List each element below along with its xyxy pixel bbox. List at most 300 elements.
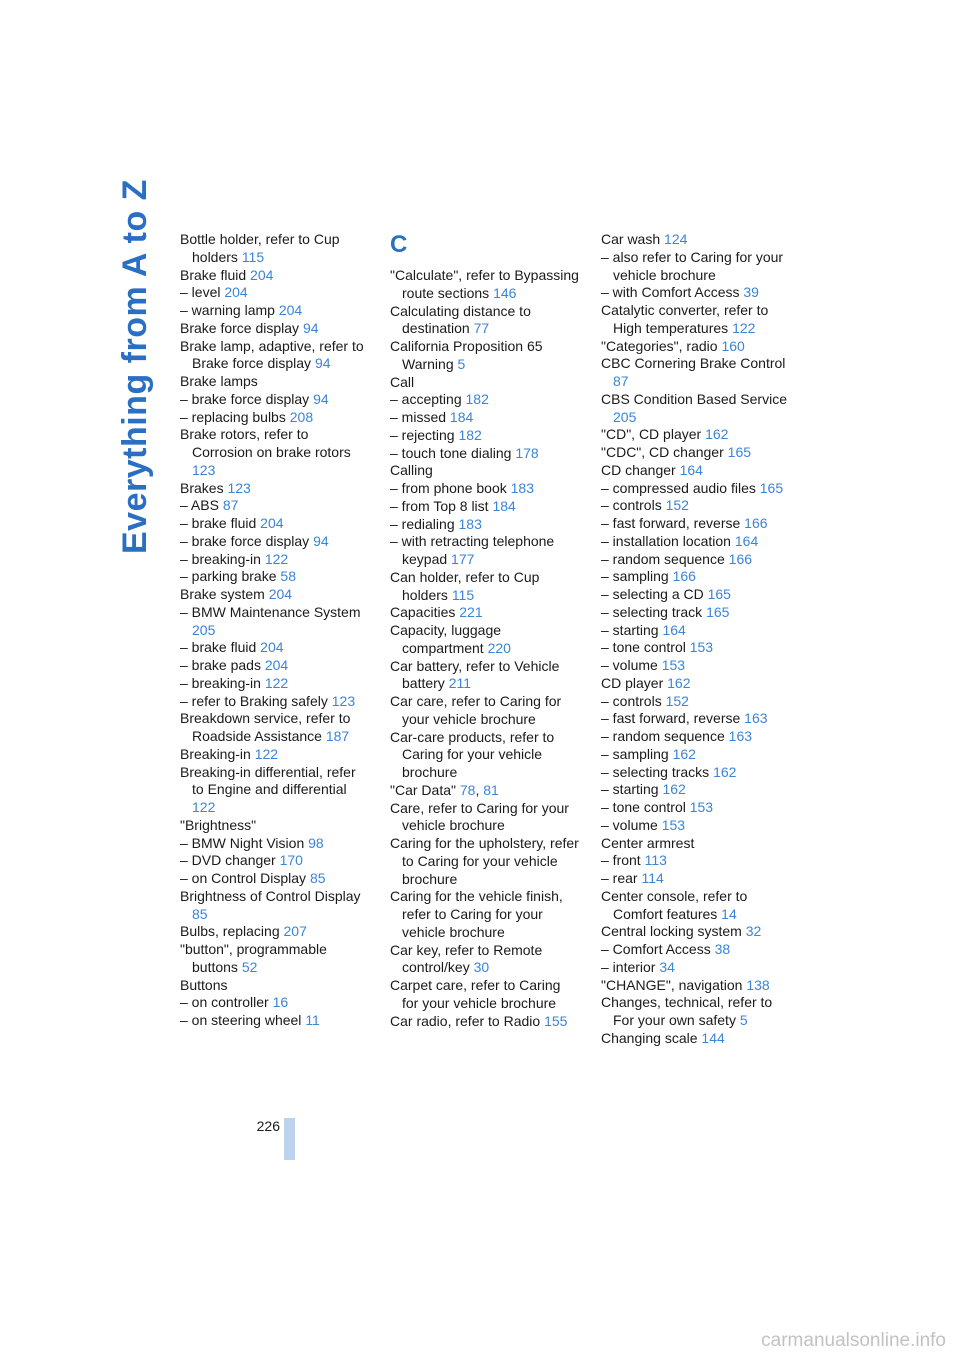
index-entry <box>390 480 580 498</box>
index-entry-text: – brake force display <box>180 390 310 407</box>
index-entry <box>180 1012 370 1030</box>
page-link[interactable]: 115 <box>241 248 265 265</box>
index-entry-text: "CD", CD player <box>601 426 702 443</box>
index-entry <box>180 373 370 391</box>
index-entry <box>390 888 580 941</box>
index-entry-text: – DVD changer <box>180 852 276 869</box>
page-link[interactable]: 123 <box>331 692 356 709</box>
index-entry <box>601 852 791 870</box>
index-entry-text: CD player <box>601 674 664 691</box>
index-entry <box>601 533 791 551</box>
index-entry <box>390 729 580 782</box>
index-entry-text: Brake lamps <box>180 373 258 389</box>
index-entry-text: – volume <box>601 816 658 833</box>
index-entry-text: Buttons <box>180 976 228 993</box>
index-entry <box>601 657 791 675</box>
index-entry-text: "Car Data" <box>390 781 456 798</box>
section-letter-c: C <box>390 231 408 258</box>
page-link[interactable]: 123 <box>227 479 251 496</box>
index-entry-text: – brake pads <box>180 657 261 673</box>
index-entry <box>390 445 580 463</box>
index-entry-text: Calculating distance to destination <box>390 302 531 337</box>
index-entry <box>180 284 370 302</box>
index-entry-text: Central locking system <box>601 923 742 940</box>
page-link[interactable]: 207 <box>283 923 307 940</box>
index-column-1 <box>180 231 370 1030</box>
index-entry-text: – breaking-in <box>180 550 261 567</box>
index-entry <box>180 675 370 693</box>
page-link[interactable]: 16 <box>272 994 289 1011</box>
index-entry <box>390 409 580 427</box>
index-entry-text: – BMW Night Vision <box>180 834 305 851</box>
page-link[interactable]: 204 <box>264 657 289 673</box>
index-entry <box>601 764 791 782</box>
index-entry <box>180 497 370 515</box>
index-entry <box>601 675 791 693</box>
index-entry-text: Brake fluid <box>180 266 247 283</box>
page-link[interactable]: 39 <box>743 284 759 301</box>
index-entry <box>180 391 370 409</box>
index-entry <box>180 923 370 941</box>
index-entry <box>180 835 370 853</box>
index-entry-text: Capacities <box>390 604 456 621</box>
index-entry-text: Brake system <box>180 586 265 602</box>
index-entry <box>180 551 370 569</box>
index-column-2-entries <box>390 267 580 1030</box>
page-link[interactable]: 152 <box>665 497 689 514</box>
index-entry-text: "Brightness" <box>180 816 257 833</box>
index-entry-text: – refer to Braking safely <box>180 692 328 709</box>
index-entry <box>180 639 370 657</box>
page-link[interactable]: 123 <box>192 461 216 478</box>
page-link[interactable]: 115 <box>451 586 475 603</box>
index-entry <box>390 267 580 303</box>
page-link[interactable]: 177 <box>451 551 475 567</box>
index-entry-text: – compressed audio files <box>601 479 756 496</box>
page-link[interactable]: 32 <box>745 923 762 940</box>
page-link[interactable]: 152 <box>665 692 689 709</box>
index-entry-text: – on steering wheel <box>180 1012 302 1028</box>
index-column-3 <box>601 231 791 1048</box>
index-entry-text: Breaking-in differential, refer to Engine and differential <box>180 763 356 798</box>
index-entry <box>390 374 580 392</box>
page-link[interactable]: 38 <box>714 941 731 957</box>
index-entry-text: – BMW Maintenance System <box>180 603 361 620</box>
page-link[interactable]: 178 <box>515 444 539 461</box>
page-link[interactable]: 221 <box>459 604 483 621</box>
page-link[interactable]: 122 <box>254 745 279 762</box>
index-entry-text: – touch tone dialing <box>390 444 512 461</box>
index-entry-text: Bulbs, replacing <box>180 923 280 940</box>
index-entry <box>180 817 370 835</box>
index-entry <box>601 941 791 959</box>
index-entry <box>390 427 580 445</box>
page-link[interactable]: 87 <box>222 497 239 514</box>
index-entry <box>180 533 370 551</box>
index-entry-text: Capacity, luggage compartment <box>390 622 502 656</box>
index-entry-text: – selecting tracks <box>601 763 710 780</box>
index-entry <box>180 338 370 374</box>
page-link[interactable]: 163 <box>744 710 768 727</box>
index-entry-text: – front <box>601 852 641 869</box>
index-entry-text: – Comfort Access <box>601 941 711 957</box>
index-entry-text: – starting <box>601 621 659 638</box>
index-entry-text: Bottle holder, refer to Cup holders <box>180 231 340 265</box>
index-entry <box>601 231 791 249</box>
index-entry <box>601 728 791 746</box>
index-entry <box>180 409 370 427</box>
index-entry-text: – installation location <box>601 532 731 549</box>
page-link[interactable]: 165 <box>706 603 730 620</box>
page-link[interactable]: 85 <box>309 870 326 886</box>
page-link[interactable]: 77 <box>473 320 490 337</box>
index-entry <box>601 959 791 977</box>
index-entry-text: Calling <box>390 462 433 479</box>
index-entry-text: – selecting track <box>601 603 703 620</box>
index-entry-text: – ABS <box>180 497 219 514</box>
page-link[interactable]: 164 <box>734 532 759 549</box>
index-entry <box>390 782 580 800</box>
index-entry-text: Caring for the vehicle finish, refer to Caring for your vehicle brochure <box>390 888 563 940</box>
page-link[interactable]: 184 <box>492 497 516 514</box>
index-entry <box>180 267 370 285</box>
index-entry-text: Brake lamp, adaptive, refer to Brake force display <box>180 337 364 372</box>
index-entry <box>390 835 580 888</box>
index-entry <box>180 604 370 640</box>
page-link[interactable]: 165 <box>727 444 752 460</box>
index-entry <box>601 444 791 462</box>
index-entry <box>601 515 791 533</box>
index-entry-text: – from Top 8 list <box>390 497 489 514</box>
index-entry-text: – controls <box>601 497 662 514</box>
page-link[interactable]: 162 <box>667 674 691 691</box>
page-link[interactable]: 165 <box>707 586 731 602</box>
index-entry-text: – brake fluid <box>180 639 257 656</box>
page-link[interactable]: 5 <box>457 355 466 372</box>
page-link[interactable]: 183 <box>458 515 482 532</box>
index-entry-text: CD changer <box>601 461 676 478</box>
page-link[interactable]: 14 <box>721 905 737 922</box>
index-entry <box>390 693 580 729</box>
index-entry-text: Can holder, refer to Cup holders <box>390 568 540 603</box>
page-link[interactable]: 122 <box>264 674 289 691</box>
page-link[interactable]: 78 <box>459 781 476 798</box>
index-entry <box>180 568 370 586</box>
index-entry <box>390 658 580 694</box>
index-entry <box>180 426 370 479</box>
page-link[interactable]: 164 <box>679 461 703 478</box>
page-link[interactable]: 164 <box>662 621 686 638</box>
index-entry-text: – random sequence <box>601 728 725 744</box>
page-link[interactable]: 11 <box>305 1012 320 1028</box>
index-entry <box>180 302 370 320</box>
page-link[interactable]: 162 <box>713 763 737 780</box>
page-link[interactable]: 81 <box>483 781 499 798</box>
index-entry <box>601 817 791 835</box>
page-marker-bar <box>284 1118 295 1160</box>
page-link[interactable]: 98 <box>308 834 324 851</box>
index-entry-text: – replacing bulbs <box>180 408 286 425</box>
page-link[interactable]: 165 <box>759 479 784 496</box>
index-entry-text: Changing scale <box>601 1029 698 1046</box>
page-link[interactable]: 204 <box>268 586 293 602</box>
index-entry <box>601 391 791 427</box>
page-link[interactable]: 166 <box>744 515 768 531</box>
index-entry-text: Car battery, refer to Vehicle battery <box>390 657 560 692</box>
page-link[interactable]: 204 <box>278 302 303 318</box>
index-entry <box>390 498 580 516</box>
watermark: carmanualsonline.info <box>761 1330 946 1351</box>
index-entry <box>601 799 791 817</box>
page-link[interactable]: 153 <box>661 816 686 833</box>
index-entry <box>180 480 370 498</box>
index-entry-text: Brightness of Control Display <box>180 887 361 904</box>
index-entry <box>390 942 580 978</box>
index-entry-text: – rejecting <box>390 426 455 443</box>
page-link[interactable]: 204 <box>260 639 284 656</box>
index-entry-text: Car key, refer to Remote control/key <box>390 941 543 976</box>
page-link[interactable]: 153 <box>689 799 714 815</box>
page-link[interactable]: 5 <box>739 1012 748 1028</box>
index-entry <box>601 639 791 657</box>
index-entry <box>180 746 370 764</box>
index-entry-text: – starting <box>601 781 659 798</box>
index-entry-text: – breaking-in <box>180 674 261 691</box>
index-entry <box>180 710 370 746</box>
index-entry <box>601 604 791 622</box>
index-entry-text: – controls <box>601 692 662 709</box>
index-entry <box>180 977 370 995</box>
page-link[interactable]: 122 <box>264 550 289 567</box>
index-entry-text: – from phone book <box>390 480 507 496</box>
page-link[interactable]: 94 <box>313 532 329 549</box>
index-entry-text: Center console, refer to Comfort features <box>601 887 748 922</box>
page-link[interactable]: 205 <box>192 621 216 638</box>
index-entry <box>601 284 791 302</box>
index-entry <box>390 604 580 622</box>
page-link[interactable]: 122 <box>732 319 756 336</box>
index-entry-text: CBS Condition Based Service <box>601 390 787 407</box>
page-link[interactable]: 204 <box>260 515 284 531</box>
page-link[interactable]: 153 <box>661 657 686 673</box>
page-link[interactable]: 155 <box>544 1012 568 1029</box>
page-link[interactable]: 211 <box>448 675 472 692</box>
page-link[interactable]: 170 <box>279 852 303 869</box>
index-entry <box>390 533 580 569</box>
index-entry-text: – tone control <box>601 799 686 815</box>
page-link[interactable]: 182 <box>465 391 489 408</box>
page-link[interactable]: 204 <box>250 266 274 283</box>
index-entry-text: "CDC", CD changer <box>601 444 724 460</box>
index-entry-text: Changes, technical, refer to For your own safety <box>601 994 773 1028</box>
index-entry <box>390 800 580 836</box>
index-entry-text: Carpet care, refer to Caring for your vehicle brochure <box>390 977 561 1011</box>
page-link[interactable]: 205 <box>613 408 637 425</box>
index-entry-text: – missed <box>390 409 447 425</box>
index-entry-text: Breaking-in <box>180 745 251 762</box>
index-entry <box>390 1013 580 1031</box>
page-link[interactable]: 94 <box>314 355 331 372</box>
index-entry <box>601 870 791 888</box>
index-entry <box>601 480 791 498</box>
page-link[interactable]: 204 <box>224 284 248 301</box>
index-entry <box>180 693 370 711</box>
page-link[interactable]: 166 <box>672 568 696 585</box>
index-entry <box>390 516 580 534</box>
index-entry <box>180 852 370 870</box>
index-entry-text: Caring for the upholstery, refer to Caring for your vehicle brochure <box>390 835 579 887</box>
index-entry <box>390 622 580 658</box>
index-entry-text: – with retracting telephone keypad <box>390 533 555 567</box>
index-entry-text: Brake force display <box>180 319 300 336</box>
index-entry-text: – rear <box>601 870 638 886</box>
page-number: 226 <box>256 1118 280 1134</box>
index-entry-text: – redialing <box>390 515 455 532</box>
index-entry-text: – fast forward, reverse <box>601 710 741 727</box>
index-entry <box>601 977 791 995</box>
index-entry <box>390 303 580 339</box>
index-entry-text: – warning lamp <box>180 302 275 318</box>
index-entry-text: "button", programmable buttons <box>180 941 327 975</box>
page-link[interactable]: 160 <box>721 337 745 354</box>
page-link[interactable]: 146 <box>493 284 517 301</box>
index-entry-text: – parking brake <box>180 568 277 585</box>
index-entry <box>601 923 791 941</box>
index-entry-text: Care, refer to Caring for your vehicle brochure <box>390 799 569 834</box>
index-entry <box>180 888 370 924</box>
index-entry-text: Car radio, refer to Radio <box>390 1012 541 1029</box>
index-entry <box>601 835 791 853</box>
index-entry-text: Breakdown service, refer to Roadside Assistance <box>180 710 351 744</box>
page-link[interactable]: 144 <box>701 1029 725 1046</box>
page-link[interactable]: 34 <box>659 958 675 975</box>
index-entry-text: – accepting <box>390 391 462 408</box>
index-entry-text: California Proposition 65 Warning <box>390 338 543 372</box>
index-entry <box>180 231 370 267</box>
index-entry-text: – volume <box>601 657 658 673</box>
index-column-2 <box>390 231 580 1030</box>
index-entry-text: – interior <box>601 958 656 975</box>
index-entry <box>601 338 791 356</box>
page-link[interactable]: 208 <box>289 408 314 425</box>
page-link[interactable]: 30 <box>473 959 490 976</box>
page-link[interactable]: 187 <box>325 728 350 744</box>
index-entry-text: – sampling <box>601 745 669 762</box>
page-link[interactable]: 113 <box>644 852 667 869</box>
page-link[interactable]: 52 <box>241 958 258 975</box>
index-entry <box>601 497 791 515</box>
index-entry-text: – random sequence <box>601 550 725 567</box>
index-entry-text: – brake force display <box>180 532 310 549</box>
page-link[interactable]: 122 <box>192 799 216 815</box>
index-entry-text: Brake rotors, refer to Corrosion on brake rotors <box>180 426 351 460</box>
page-link[interactable]: 94 <box>313 390 329 407</box>
index-entry <box>180 941 370 977</box>
index-entry <box>601 249 791 285</box>
index-entry-text: – tone control <box>601 639 686 656</box>
page-separator: , <box>475 781 480 798</box>
index-entry <box>390 391 580 409</box>
index-entry <box>390 977 580 1013</box>
index-entry <box>180 515 370 533</box>
page-link[interactable]: 162 <box>662 781 686 798</box>
index-entry-text: "Categories", radio <box>601 337 718 354</box>
page-link[interactable]: 166 <box>728 550 753 567</box>
page-link[interactable]: 87 <box>613 373 629 389</box>
index-entry <box>601 888 791 924</box>
index-entry-text: Car care, refer to Caring for your vehicle brochure <box>390 693 562 727</box>
index-entry <box>390 338 580 374</box>
index-entry <box>180 870 370 888</box>
section-title-vertical <box>116 179 156 558</box>
index-entry-text: – on Control Display <box>180 870 307 886</box>
index-entry <box>601 586 791 604</box>
page-link[interactable]: 182 <box>458 426 482 443</box>
index-entry-text: Catalytic converter, refer to High temperatures <box>601 302 769 336</box>
index-entry <box>601 1030 791 1048</box>
index-entry <box>601 426 791 444</box>
index-entry-text: "CHANGE", navigation <box>601 976 743 993</box>
page-link[interactable]: 163 <box>728 728 753 744</box>
page-link[interactable]: 58 <box>280 568 296 585</box>
page-link[interactable]: 138 <box>746 976 770 993</box>
index-entry <box>601 994 791 1030</box>
index-entry-text: Car wash <box>601 231 661 247</box>
page-link[interactable]: 94 <box>302 319 319 336</box>
index-entry <box>601 622 791 640</box>
index-entry-text: CBC Cornering Brake Control <box>601 355 786 372</box>
index-entry <box>390 569 580 605</box>
index-entry <box>601 302 791 338</box>
index-entry-text: – level <box>180 284 221 301</box>
index-entry-text: – selecting a CD <box>601 586 704 602</box>
index-entry <box>601 551 791 569</box>
index-entry <box>180 764 370 817</box>
index-entry-text: Brakes <box>180 479 224 496</box>
index-entry <box>601 355 791 391</box>
page-link[interactable]: 162 <box>672 745 696 762</box>
index-entry-text: "Calculate", refer to Bypassing route sections <box>390 267 579 301</box>
page-link[interactable]: 85 <box>192 905 208 922</box>
index-entry <box>390 462 580 480</box>
index-entry-text: – with Comfort Access <box>601 284 740 301</box>
index-entry <box>180 994 370 1012</box>
index-entry-text: Call <box>390 373 415 390</box>
page-link[interactable]: 220 <box>487 639 511 656</box>
page-link[interactable]: 124 <box>664 231 688 247</box>
index-entry <box>180 320 370 338</box>
page-link[interactable]: 183 <box>510 480 534 496</box>
index-entry <box>601 462 791 480</box>
index-entry-text: Center armrest <box>601 834 695 851</box>
page-link[interactable]: 153 <box>689 639 714 656</box>
page-link[interactable]: 114 <box>641 870 664 886</box>
index-entry <box>601 568 791 586</box>
index-entry <box>601 693 791 711</box>
index-entry <box>601 746 791 764</box>
index-entry-text: – also refer to Caring for your vehicle brochure <box>601 248 784 283</box>
index-entry <box>601 710 791 728</box>
index-entry <box>180 657 370 675</box>
index-entry <box>601 781 791 799</box>
index-entry-text: – sampling <box>601 568 669 585</box>
index-entry-text: – on controller <box>180 994 269 1011</box>
section-title: Everything from A to Z <box>116 179 154 554</box>
page-link[interactable]: 162 <box>705 426 729 443</box>
index-entry <box>180 586 370 604</box>
page-link[interactable]: 184 <box>449 409 474 425</box>
index-entry-text: – fast forward, reverse <box>601 515 741 531</box>
